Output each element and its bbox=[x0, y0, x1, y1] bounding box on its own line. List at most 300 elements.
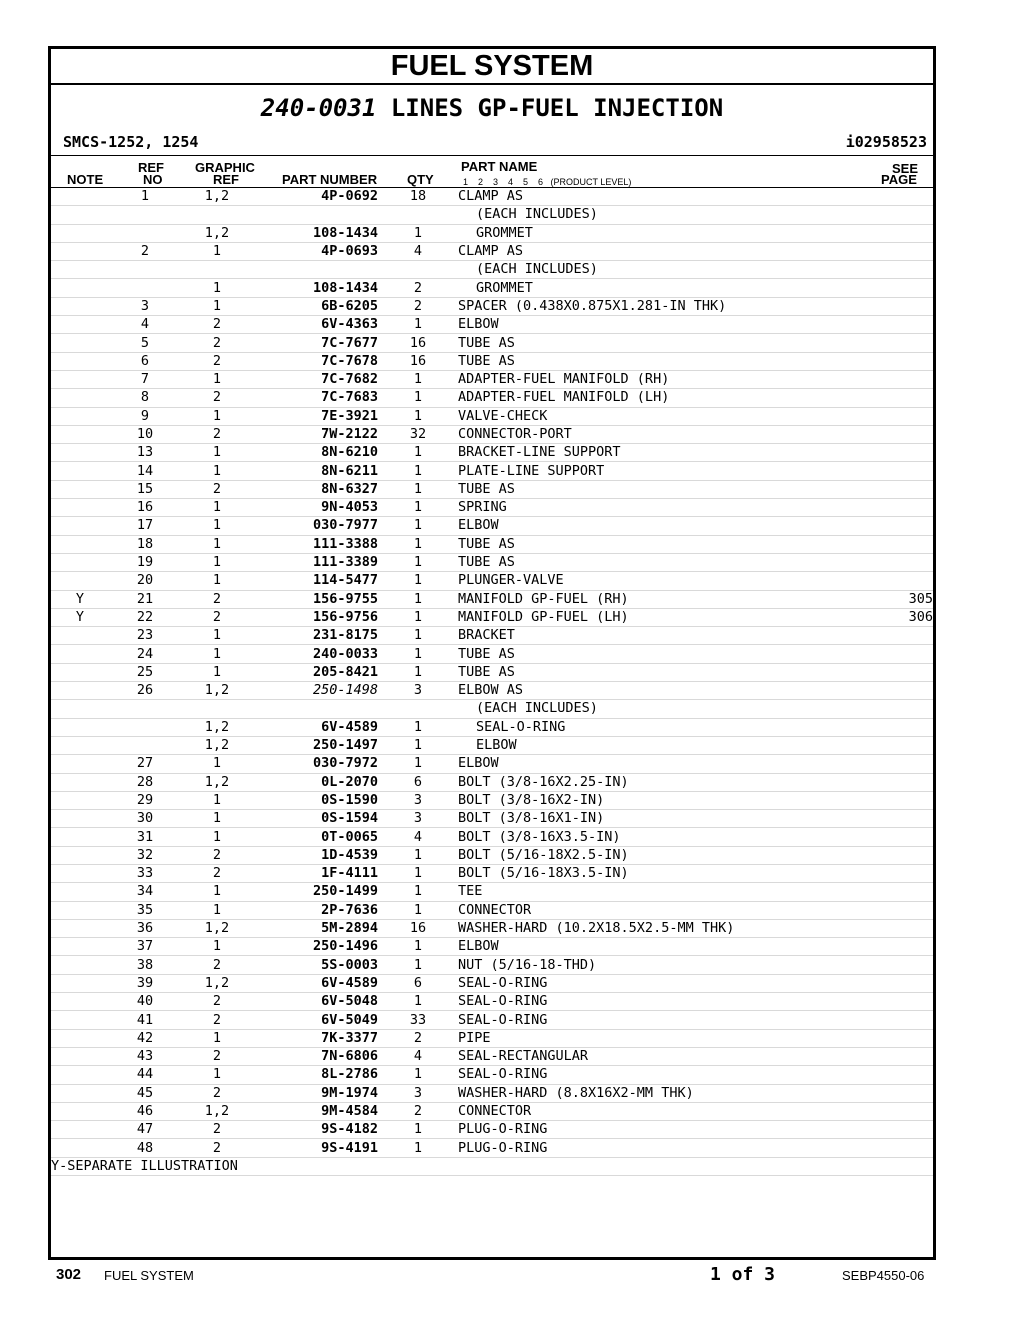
cell-graphic-ref: 1 bbox=[181, 901, 253, 919]
cell-part-number: 9N-4053 bbox=[253, 499, 378, 517]
cell-see-page bbox=[875, 627, 933, 645]
cell-part-number: 6V-4363 bbox=[253, 316, 378, 334]
cell-graphic-ref bbox=[181, 700, 253, 718]
cell-part-name: CONNECTOR bbox=[458, 1102, 875, 1120]
cell-note bbox=[51, 627, 109, 645]
cell-part-number: 9M-1974 bbox=[253, 1084, 378, 1102]
col-see-top: SEE bbox=[892, 161, 919, 176]
table-row bbox=[51, 682, 933, 700]
page-of: 1 of 3 bbox=[710, 1264, 776, 1285]
cell-qty: 1 bbox=[378, 663, 458, 681]
cell-part-number: 030-7977 bbox=[253, 517, 378, 535]
cell-see-page bbox=[875, 517, 933, 535]
col-part-number: PART NUMBER bbox=[282, 172, 378, 187]
cell-note bbox=[51, 773, 109, 791]
cell-note bbox=[51, 242, 109, 260]
cell-graphic-ref bbox=[181, 206, 253, 224]
cell-note bbox=[51, 553, 109, 571]
cell-part-number bbox=[253, 261, 378, 279]
cell-graphic-ref: 2 bbox=[181, 316, 253, 334]
cell-see-page bbox=[875, 700, 933, 718]
cell-graphic-ref: 1,2 bbox=[181, 919, 253, 937]
cell-note bbox=[51, 938, 109, 956]
cell-graphic-ref: 2 bbox=[181, 480, 253, 498]
cell-note: Y bbox=[51, 608, 109, 626]
cell-qty: 1 bbox=[378, 1139, 458, 1157]
cell-part-number bbox=[253, 206, 378, 224]
cell-graphic-ref: 1,2 bbox=[181, 1102, 253, 1120]
table-row bbox=[51, 919, 933, 937]
cell-note bbox=[51, 919, 109, 937]
cell-graphic-ref: 1 bbox=[181, 517, 253, 535]
cell-part-number: 156-9756 bbox=[253, 608, 378, 626]
cell-part-name: NUT (5/16-18-THD) bbox=[458, 956, 875, 974]
col-graphic-bottom: REF bbox=[213, 172, 239, 187]
cell-see-page bbox=[875, 1029, 933, 1047]
cell-qty bbox=[378, 261, 458, 279]
cell-part-name: WASHER-HARD (8.8X16X2-MM THK) bbox=[458, 1084, 875, 1102]
cell-note bbox=[51, 1047, 109, 1065]
cell-note bbox=[51, 700, 109, 718]
cell-note bbox=[51, 1011, 109, 1029]
cell-see-page bbox=[875, 499, 933, 517]
cell-part-name: TEE bbox=[458, 883, 875, 901]
cell-ref-no: 8 bbox=[109, 389, 181, 407]
cell-part-name: ELBOW bbox=[458, 755, 875, 773]
cell-part-name: SEAL-O-RING bbox=[458, 1066, 875, 1084]
page-number: 302 bbox=[56, 1266, 82, 1283]
cell-qty: 1 bbox=[378, 864, 458, 882]
cell-qty: 32 bbox=[378, 425, 458, 443]
group-title bbox=[51, 85, 933, 131]
table-row bbox=[51, 499, 933, 517]
table-row bbox=[51, 370, 933, 388]
cell-ref-no: 17 bbox=[109, 517, 181, 535]
cell-qty: 1 bbox=[378, 627, 458, 645]
cell-part-name: PIPE bbox=[458, 1029, 875, 1047]
cell-graphic-ref: 1 bbox=[181, 279, 253, 297]
cell-ref-no: 20 bbox=[109, 572, 181, 590]
cell-see-page bbox=[875, 1066, 933, 1084]
cell-part-number: 6B-6205 bbox=[253, 297, 378, 315]
cell-part-number: 6V-4589 bbox=[253, 974, 378, 992]
table-row bbox=[51, 316, 933, 334]
cell-qty: 1 bbox=[378, 370, 458, 388]
cell-qty: 1 bbox=[378, 499, 458, 517]
cell-part-name: (EACH INCLUDES) bbox=[458, 206, 875, 224]
table-row bbox=[51, 993, 933, 1011]
cell-graphic-ref: 2 bbox=[181, 334, 253, 352]
cell-part-name: ELBOW bbox=[458, 316, 875, 334]
table-row bbox=[51, 1047, 933, 1065]
cell-note bbox=[51, 370, 109, 388]
cell-note bbox=[51, 224, 109, 242]
cell-see-page bbox=[875, 444, 933, 462]
col-see-bottom: PAGE bbox=[881, 172, 917, 187]
cell-part-name: CLAMP AS bbox=[458, 188, 875, 206]
cell-part-name: CONNECTOR bbox=[458, 901, 875, 919]
cell-qty: 16 bbox=[378, 919, 458, 937]
cell-qty: 3 bbox=[378, 810, 458, 828]
cell-see-page bbox=[875, 663, 933, 681]
cell-graphic-ref: 1 bbox=[181, 1029, 253, 1047]
cell-part-number: 2P-7636 bbox=[253, 901, 378, 919]
cell-see-page bbox=[875, 993, 933, 1011]
cell-see-page bbox=[875, 316, 933, 334]
page-title: FUEL SYSTEM bbox=[51, 49, 933, 85]
cell-graphic-ref: 1 bbox=[181, 938, 253, 956]
cell-note bbox=[51, 517, 109, 535]
cell-note bbox=[51, 883, 109, 901]
cell-ref-no: 33 bbox=[109, 864, 181, 882]
cell-part-name: PLUG-O-RING bbox=[458, 1121, 875, 1139]
cell-qty: 1 bbox=[378, 535, 458, 553]
cell-graphic-ref: 1 bbox=[181, 627, 253, 645]
cell-part-number: 9S-4191 bbox=[253, 1139, 378, 1157]
cell-qty: 1 bbox=[378, 590, 458, 608]
cell-see-page bbox=[875, 242, 933, 260]
cell-part-number: 8N-6210 bbox=[253, 444, 378, 462]
table-row bbox=[51, 938, 933, 956]
table-row bbox=[51, 279, 933, 297]
cell-see-page bbox=[875, 645, 933, 663]
cell-part-number: 205-8421 bbox=[253, 663, 378, 681]
cell-ref-no: 15 bbox=[109, 480, 181, 498]
cell-note bbox=[51, 352, 109, 370]
cell-graphic-ref: 1,2 bbox=[181, 773, 253, 791]
cell-qty: 1 bbox=[378, 645, 458, 663]
cell-ref-no: 34 bbox=[109, 883, 181, 901]
cell-see-page bbox=[875, 1121, 933, 1139]
cell-part-number: 108-1434 bbox=[253, 224, 378, 242]
cell-note bbox=[51, 810, 109, 828]
cell-part-name: SPACER (0.438X0.875X1.281-IN THK) bbox=[458, 297, 875, 315]
table-row bbox=[51, 1011, 933, 1029]
table-row bbox=[51, 1139, 933, 1157]
cell-see-page bbox=[875, 480, 933, 498]
cell-part-name: PLUNGER-VALVE bbox=[458, 572, 875, 590]
cell-ref-no bbox=[109, 718, 181, 736]
parts-table-body bbox=[51, 188, 933, 1176]
table-row bbox=[51, 297, 933, 315]
cell-ref-no: 2 bbox=[109, 242, 181, 260]
cell-see-page bbox=[875, 1047, 933, 1065]
cell-qty: 1 bbox=[378, 462, 458, 480]
cell-see-page bbox=[875, 718, 933, 736]
cell-graphic-ref: 1 bbox=[181, 791, 253, 809]
cell-qty: 1 bbox=[378, 444, 458, 462]
cell-graphic-ref: 1 bbox=[181, 572, 253, 590]
cell-qty: 2 bbox=[378, 1029, 458, 1047]
cell-qty: 6 bbox=[378, 773, 458, 791]
table-row bbox=[51, 974, 933, 992]
cell-qty bbox=[378, 206, 458, 224]
table-row bbox=[51, 1066, 933, 1084]
cell-note bbox=[51, 297, 109, 315]
table-row bbox=[51, 535, 933, 553]
cell-ref-no: 42 bbox=[109, 1029, 181, 1047]
cell-ref-no: 25 bbox=[109, 663, 181, 681]
cell-part-number: 6V-5048 bbox=[253, 993, 378, 1011]
cell-graphic-ref bbox=[181, 261, 253, 279]
cell-ref-no: 4 bbox=[109, 316, 181, 334]
cell-see-page: 305 bbox=[875, 590, 933, 608]
cell-part-name: PLUG-O-RING bbox=[458, 1139, 875, 1157]
cell-part-number: 111-3389 bbox=[253, 553, 378, 571]
cell-qty: 1 bbox=[378, 736, 458, 754]
table-row bbox=[51, 242, 933, 260]
cell-ref-no bbox=[109, 736, 181, 754]
cell-see-page bbox=[875, 1011, 933, 1029]
cell-part-number: 250-1498 bbox=[253, 682, 378, 700]
cell-graphic-ref: 1,2 bbox=[181, 718, 253, 736]
cell-part-name: BOLT (3/8-16X3.5-IN) bbox=[458, 828, 875, 846]
cell-part-number: 0S-1590 bbox=[253, 791, 378, 809]
cell-see-page bbox=[875, 462, 933, 480]
col-product-levels: 1 2 3 4 5 6 (PRODUCT LEVEL) bbox=[463, 177, 632, 187]
cell-qty: 2 bbox=[378, 279, 458, 297]
cell-graphic-ref: 2 bbox=[181, 1084, 253, 1102]
cell-part-number: 7W-2122 bbox=[253, 425, 378, 443]
cell-part-name: MANIFOLD GP-FUEL (RH) bbox=[458, 590, 875, 608]
col-ref-top: REF bbox=[138, 160, 164, 175]
cell-see-page bbox=[875, 352, 933, 370]
table-row bbox=[51, 700, 933, 718]
cell-ref-no: 46 bbox=[109, 1102, 181, 1120]
cell-note bbox=[51, 425, 109, 443]
footer-section: FUEL SYSTEM bbox=[104, 1268, 194, 1283]
col-note: NOTE bbox=[67, 172, 104, 187]
cell-qty: 16 bbox=[378, 334, 458, 352]
cell-note bbox=[51, 1029, 109, 1047]
cell-graphic-ref: 2 bbox=[181, 1047, 253, 1065]
cell-graphic-ref: 1,2 bbox=[181, 736, 253, 754]
cell-part-name: BOLT (3/8-16X2-IN) bbox=[458, 791, 875, 809]
cell-qty: 1 bbox=[378, 993, 458, 1011]
cell-part-name: (EACH INCLUDES) bbox=[458, 261, 875, 279]
table-row bbox=[51, 1029, 933, 1047]
cell-qty: 1 bbox=[378, 1066, 458, 1084]
table-row bbox=[51, 517, 933, 535]
cell-part-name: TUBE AS bbox=[458, 535, 875, 553]
cell-ref-no: 48 bbox=[109, 1139, 181, 1157]
cell-graphic-ref: 1 bbox=[181, 1066, 253, 1084]
table-row bbox=[51, 1084, 933, 1102]
cell-see-page bbox=[875, 206, 933, 224]
cell-note bbox=[51, 462, 109, 480]
cell-ref-no bbox=[109, 279, 181, 297]
cell-part-name: TUBE AS bbox=[458, 553, 875, 571]
cell-graphic-ref: 1 bbox=[181, 444, 253, 462]
cell-part-number: 4P-0693 bbox=[253, 242, 378, 260]
cell-see-page bbox=[875, 572, 933, 590]
cell-ref-no: 16 bbox=[109, 499, 181, 517]
cell-qty: 4 bbox=[378, 1047, 458, 1065]
cell-part-number: 7C-7678 bbox=[253, 352, 378, 370]
cell-part-number: 250-1496 bbox=[253, 938, 378, 956]
table-row bbox=[51, 352, 933, 370]
group-name: LINES GP-FUEL INJECTION bbox=[390, 94, 724, 122]
cell-ref-no: 27 bbox=[109, 755, 181, 773]
cell-note bbox=[51, 499, 109, 517]
cell-see-page bbox=[875, 389, 933, 407]
cell-part-name: GROMMET bbox=[458, 224, 875, 242]
table-row bbox=[51, 846, 933, 864]
cell-ref-no: 30 bbox=[109, 810, 181, 828]
cell-see-page bbox=[875, 279, 933, 297]
cell-note bbox=[51, 645, 109, 663]
cell-qty: 1 bbox=[378, 938, 458, 956]
cell-see-page bbox=[875, 919, 933, 937]
cell-graphic-ref: 1 bbox=[181, 370, 253, 388]
col-part-name: PART NAME bbox=[461, 159, 538, 174]
cell-note bbox=[51, 736, 109, 754]
cell-qty: 1 bbox=[378, 316, 458, 334]
cell-graphic-ref: 1 bbox=[181, 663, 253, 681]
cell-part-name: ELBOW bbox=[458, 938, 875, 956]
table-row bbox=[51, 407, 933, 425]
cell-part-name: MANIFOLD GP-FUEL (LH) bbox=[458, 608, 875, 626]
cell-see-page bbox=[875, 791, 933, 809]
cell-part-number: 5S-0003 bbox=[253, 956, 378, 974]
cell-ref-no: 5 bbox=[109, 334, 181, 352]
cell-see-page bbox=[875, 682, 933, 700]
cell-graphic-ref: 1 bbox=[181, 553, 253, 571]
cell-part-name: TUBE AS bbox=[458, 480, 875, 498]
cell-part-name: SEAL-O-RING bbox=[458, 974, 875, 992]
cell-note bbox=[51, 407, 109, 425]
cell-note bbox=[51, 828, 109, 846]
cell-part-name: BOLT (3/8-16X1-IN) bbox=[458, 810, 875, 828]
cell-ref-no: 28 bbox=[109, 773, 181, 791]
cell-graphic-ref: 1,2 bbox=[181, 682, 253, 700]
cell-ref-no: 39 bbox=[109, 974, 181, 992]
table-row bbox=[51, 480, 933, 498]
cell-part-number: 8N-6327 bbox=[253, 480, 378, 498]
cell-part-number: 9M-4584 bbox=[253, 1102, 378, 1120]
cell-qty: 1 bbox=[378, 480, 458, 498]
table-row bbox=[51, 627, 933, 645]
cell-qty: 1 bbox=[378, 846, 458, 864]
cell-see-page bbox=[875, 370, 933, 388]
cell-qty: 18 bbox=[378, 188, 458, 206]
cell-note bbox=[51, 663, 109, 681]
cell-see-page bbox=[875, 188, 933, 206]
cell-qty: 1 bbox=[378, 755, 458, 773]
cell-part-name: CONNECTOR-PORT bbox=[458, 425, 875, 443]
cell-part-number bbox=[253, 700, 378, 718]
cell-part-number: 030-7972 bbox=[253, 755, 378, 773]
table-row bbox=[51, 828, 933, 846]
cell-graphic-ref: 2 bbox=[181, 389, 253, 407]
cell-see-page bbox=[875, 736, 933, 754]
table-row bbox=[51, 261, 933, 279]
cell-note bbox=[51, 1084, 109, 1102]
cell-graphic-ref: 2 bbox=[181, 425, 253, 443]
cell-note bbox=[51, 901, 109, 919]
cell-ref-no: 23 bbox=[109, 627, 181, 645]
cell-part-number: 250-1499 bbox=[253, 883, 378, 901]
cell-graphic-ref: 2 bbox=[181, 956, 253, 974]
cell-part-name: SEAL-RECTANGULAR bbox=[458, 1047, 875, 1065]
cell-graphic-ref: 1 bbox=[181, 499, 253, 517]
cell-qty: 1 bbox=[378, 718, 458, 736]
cell-part-number: 156-9755 bbox=[253, 590, 378, 608]
image-id: i02958523 bbox=[845, 133, 927, 151]
cell-ref-no: 41 bbox=[109, 1011, 181, 1029]
cell-part-name: TUBE AS bbox=[458, 645, 875, 663]
cell-graphic-ref: 1 bbox=[181, 407, 253, 425]
table-row bbox=[51, 810, 933, 828]
cell-qty: 1 bbox=[378, 517, 458, 535]
cell-graphic-ref: 1 bbox=[181, 242, 253, 260]
cell-see-page bbox=[875, 1139, 933, 1157]
cell-part-name: BOLT (5/16-18X3.5-IN) bbox=[458, 864, 875, 882]
cell-note bbox=[51, 334, 109, 352]
col-qty: QTY bbox=[407, 172, 434, 187]
doc-number: SEBP4550-06 bbox=[842, 1268, 925, 1283]
table-row bbox=[51, 572, 933, 590]
cell-see-page bbox=[875, 553, 933, 571]
cell-qty: 1 bbox=[378, 608, 458, 626]
cell-part-number: 7E-3921 bbox=[253, 407, 378, 425]
cell-see-page bbox=[875, 846, 933, 864]
cell-ref-no bbox=[109, 206, 181, 224]
table-row bbox=[51, 389, 933, 407]
cell-note bbox=[51, 279, 109, 297]
cell-note bbox=[51, 389, 109, 407]
cell-qty: 6 bbox=[378, 974, 458, 992]
cell-ref-no: 31 bbox=[109, 828, 181, 846]
cell-ref-no: 3 bbox=[109, 297, 181, 315]
cell-ref-no bbox=[109, 261, 181, 279]
cell-note bbox=[51, 755, 109, 773]
cell-note bbox=[51, 993, 109, 1011]
parts-table bbox=[51, 188, 933, 1176]
cell-qty bbox=[378, 700, 458, 718]
cell-qty: 33 bbox=[378, 1011, 458, 1029]
cell-part-number: 8L-2786 bbox=[253, 1066, 378, 1084]
cell-see-page bbox=[875, 901, 933, 919]
cell-part-number: 111-3388 bbox=[253, 535, 378, 553]
cell-part-name: SEAL-O-RING bbox=[458, 718, 875, 736]
cell-part-number: 6V-5049 bbox=[253, 1011, 378, 1029]
cell-note bbox=[51, 974, 109, 992]
cell-ref-no: 32 bbox=[109, 846, 181, 864]
cell-see-page bbox=[875, 407, 933, 425]
cell-see-page bbox=[875, 938, 933, 956]
table-row bbox=[51, 462, 933, 480]
cell-ref-no: 24 bbox=[109, 645, 181, 663]
cell-part-name: SPRING bbox=[458, 499, 875, 517]
cell-qty: 16 bbox=[378, 352, 458, 370]
cell-part-number: 114-5477 bbox=[253, 572, 378, 590]
cell-see-page bbox=[875, 974, 933, 992]
cell-note bbox=[51, 1102, 109, 1120]
cell-part-number: 1D-4539 bbox=[253, 846, 378, 864]
cell-graphic-ref: 2 bbox=[181, 1121, 253, 1139]
cell-part-name: SEAL-O-RING bbox=[458, 1011, 875, 1029]
cell-part-number: 4P-0692 bbox=[253, 188, 378, 206]
column-header bbox=[51, 156, 933, 188]
cell-see-page bbox=[875, 1102, 933, 1120]
cell-part-name: WASHER-HARD (10.2X18.5X2.5-MM THK) bbox=[458, 919, 875, 937]
cell-note: Y bbox=[51, 590, 109, 608]
cell-ref-no: 13 bbox=[109, 444, 181, 462]
cell-part-name: VALVE-CHECK bbox=[458, 407, 875, 425]
cell-note bbox=[51, 261, 109, 279]
table-row bbox=[51, 663, 933, 681]
